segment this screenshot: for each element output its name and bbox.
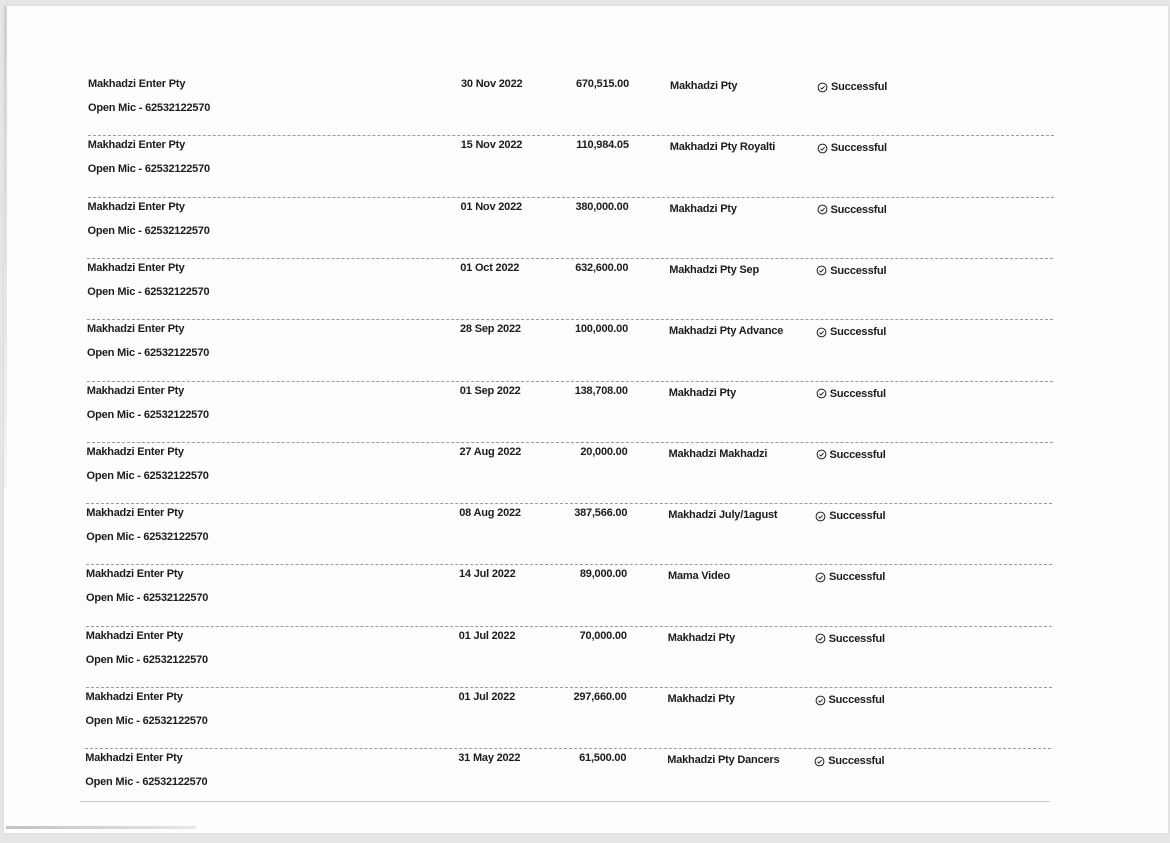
row-divider — [86, 503, 1052, 504]
transaction-date: 31 May 2022 — [458, 752, 521, 765]
transaction-row — [1, 752, 1165, 813]
transaction-date: 15 Nov 2022 — [460, 139, 523, 152]
status-label: Successful — [830, 326, 887, 339]
transaction-row — [4, 139, 1168, 200]
payer-name: Makhadzi Enter Pty — [87, 200, 185, 213]
payer-name: Makhadzi Enter Pty — [86, 384, 185, 397]
payer-name: Makhadzi Enter Pty — [87, 323, 185, 336]
transaction-list — [4, 6, 1168, 833]
status-label: Successful — [828, 632, 885, 645]
status-label: Successful — [829, 387, 886, 400]
payment-reference: Open Mic - 62532122570 — [85, 715, 208, 727]
transaction-description: Mama Video — [668, 570, 730, 583]
transaction-amount: 632,600.00 — [575, 261, 629, 274]
transaction-amount: 670,515.00 — [575, 78, 629, 90]
status-label: Successful — [828, 755, 885, 768]
status-badge — [814, 755, 884, 767]
transaction-description: Makhadzi July/1agust — [668, 509, 778, 522]
transaction-row — [3, 446, 1167, 507]
transaction-amount: 138,708.00 — [574, 384, 628, 397]
status-label: Successful — [828, 694, 885, 706]
transaction-date: 01 Oct 2022 — [460, 261, 520, 274]
payer-name: Makhadzi Enter Pty — [87, 261, 185, 274]
check-circle-icon — [817, 143, 828, 154]
payment-reference: Open Mic - 62532122570 — [86, 592, 209, 605]
payment-reference: Open Mic - 62532122570 — [88, 102, 211, 114]
transaction-description: Makhadzi Pty Dancers — [667, 754, 780, 767]
status-label: Successful — [829, 510, 886, 523]
status-badge — [815, 633, 885, 645]
payment-reference: Open Mic - 62532122570 — [87, 285, 210, 298]
payer-name: Makhadzi Enter Pty — [85, 629, 184, 642]
transaction-date: 27 Aug 2022 — [459, 445, 522, 458]
transaction-amount: 387,566.00 — [574, 507, 628, 520]
status-badge — [817, 81, 887, 93]
check-circle-icon — [815, 511, 826, 522]
status-label: Successful — [829, 571, 886, 584]
transaction-amount: 61,500.00 — [579, 752, 627, 765]
payer-name: Makhadzi Enter Pty — [86, 445, 184, 458]
statement-page — [4, 6, 1168, 833]
status-badge — [816, 326, 886, 338]
row-divider — [87, 381, 1053, 382]
payer-name: Makhadzi Enter Pty — [88, 78, 186, 90]
status-label: Successful — [830, 203, 887, 216]
transaction-description: Makhadzi Pty Advance — [669, 325, 784, 338]
transaction-description: Makhadzi Pty — [670, 80, 738, 92]
transaction-description: Makhadzi Pty Royalti — [669, 141, 776, 154]
transaction-date: 08 Aug 2022 — [459, 507, 521, 520]
check-circle-icon — [814, 756, 825, 767]
check-circle-icon — [817, 204, 828, 215]
payment-reference: Open Mic - 62532122570 — [86, 469, 209, 482]
transaction-description: Makhadzi Pty — [667, 631, 736, 644]
status-label: Successful — [829, 448, 886, 461]
transaction-amount: 20,000.00 — [580, 445, 628, 458]
transaction-amount: 70,000.00 — [579, 629, 627, 642]
transaction-amount: 89,000.00 — [579, 568, 627, 581]
bottom-divider — [80, 801, 1050, 802]
row-divider — [87, 319, 1053, 320]
transaction-row — [3, 323, 1167, 384]
transaction-row — [2, 507, 1166, 568]
transaction-amount: 380,000.00 — [575, 200, 629, 213]
row-divider — [86, 626, 1052, 627]
payer-name: Makhadzi Enter Pty — [86, 507, 184, 520]
transaction-description: Makhadzi Makhadzi — [668, 447, 768, 460]
payment-reference: Open Mic - 62532122570 — [86, 408, 209, 421]
transaction-row — [2, 630, 1166, 691]
row-divider — [87, 258, 1053, 259]
check-circle-icon — [817, 82, 828, 93]
payer-name: Makhadzi Enter Pty — [87, 139, 186, 152]
transaction-row — [2, 568, 1166, 629]
transaction-description: Makhadzi Pty — [667, 693, 735, 705]
status-badge — [816, 449, 886, 461]
transaction-amount: 297,660.00 — [573, 691, 627, 703]
transaction-row — [3, 385, 1167, 446]
row-divider — [86, 564, 1052, 565]
status-badge — [817, 204, 887, 216]
transaction-date: 14 Jul 2022 — [459, 568, 516, 581]
transaction-row — [2, 691, 1166, 752]
transaction-date: 28 Sep 2022 — [460, 323, 521, 336]
transaction-description: Makhadzi Pty — [669, 202, 737, 215]
transaction-date: 30 Nov 2022 — [461, 78, 523, 90]
transaction-description: Makhadzi Pty Sep — [669, 263, 759, 276]
transaction-amount: 100,000.00 — [574, 323, 628, 336]
status-label: Successful — [831, 81, 888, 93]
payment-reference: Open Mic - 62532122570 — [86, 531, 209, 544]
check-circle-icon — [815, 633, 826, 644]
transaction-date: 01 Sep 2022 — [459, 384, 521, 397]
row-divider — [87, 442, 1053, 443]
transaction-date: 01 Nov 2022 — [460, 200, 522, 213]
status-badge — [815, 510, 885, 522]
payment-reference: Open Mic - 62532122570 — [85, 653, 208, 666]
scan-smudge — [6, 826, 196, 829]
transaction-row — [3, 262, 1167, 323]
row-divider — [88, 135, 1054, 136]
status-badge — [815, 694, 885, 706]
row-divider — [88, 197, 1054, 198]
transaction-date: 01 Jul 2022 — [458, 691, 516, 703]
payment-reference: Open Mic - 62532122570 — [87, 224, 210, 237]
payer-name: Makhadzi Enter Pty — [86, 568, 184, 581]
status-label: Successful — [830, 142, 887, 155]
payment-reference: Open Mic - 62532122570 — [87, 347, 210, 360]
status-badge — [816, 388, 886, 400]
check-circle-icon — [816, 265, 827, 276]
status-badge — [815, 571, 885, 583]
transaction-row — [4, 78, 1168, 139]
check-circle-icon — [815, 572, 826, 583]
transaction-date: 01 Jul 2022 — [458, 629, 516, 642]
check-circle-icon — [815, 695, 826, 706]
status-badge — [816, 265, 886, 277]
status-label: Successful — [830, 264, 887, 277]
payment-reference: Open Mic - 62532122570 — [85, 776, 208, 789]
check-circle-icon — [816, 388, 827, 399]
transaction-row — [4, 201, 1168, 262]
row-divider — [85, 748, 1051, 749]
transaction-description: Makhadzi Pty — [668, 386, 737, 399]
check-circle-icon — [816, 449, 827, 460]
transaction-amount: 110,984.05 — [576, 139, 629, 152]
status-badge — [817, 142, 887, 154]
payment-reference: Open Mic - 62532122570 — [87, 163, 210, 176]
payer-name: Makhadzi Enter Pty — [85, 752, 183, 765]
check-circle-icon — [816, 327, 827, 338]
row-divider — [86, 687, 1052, 688]
payer-name: Makhadzi Enter Pty — [85, 691, 183, 703]
